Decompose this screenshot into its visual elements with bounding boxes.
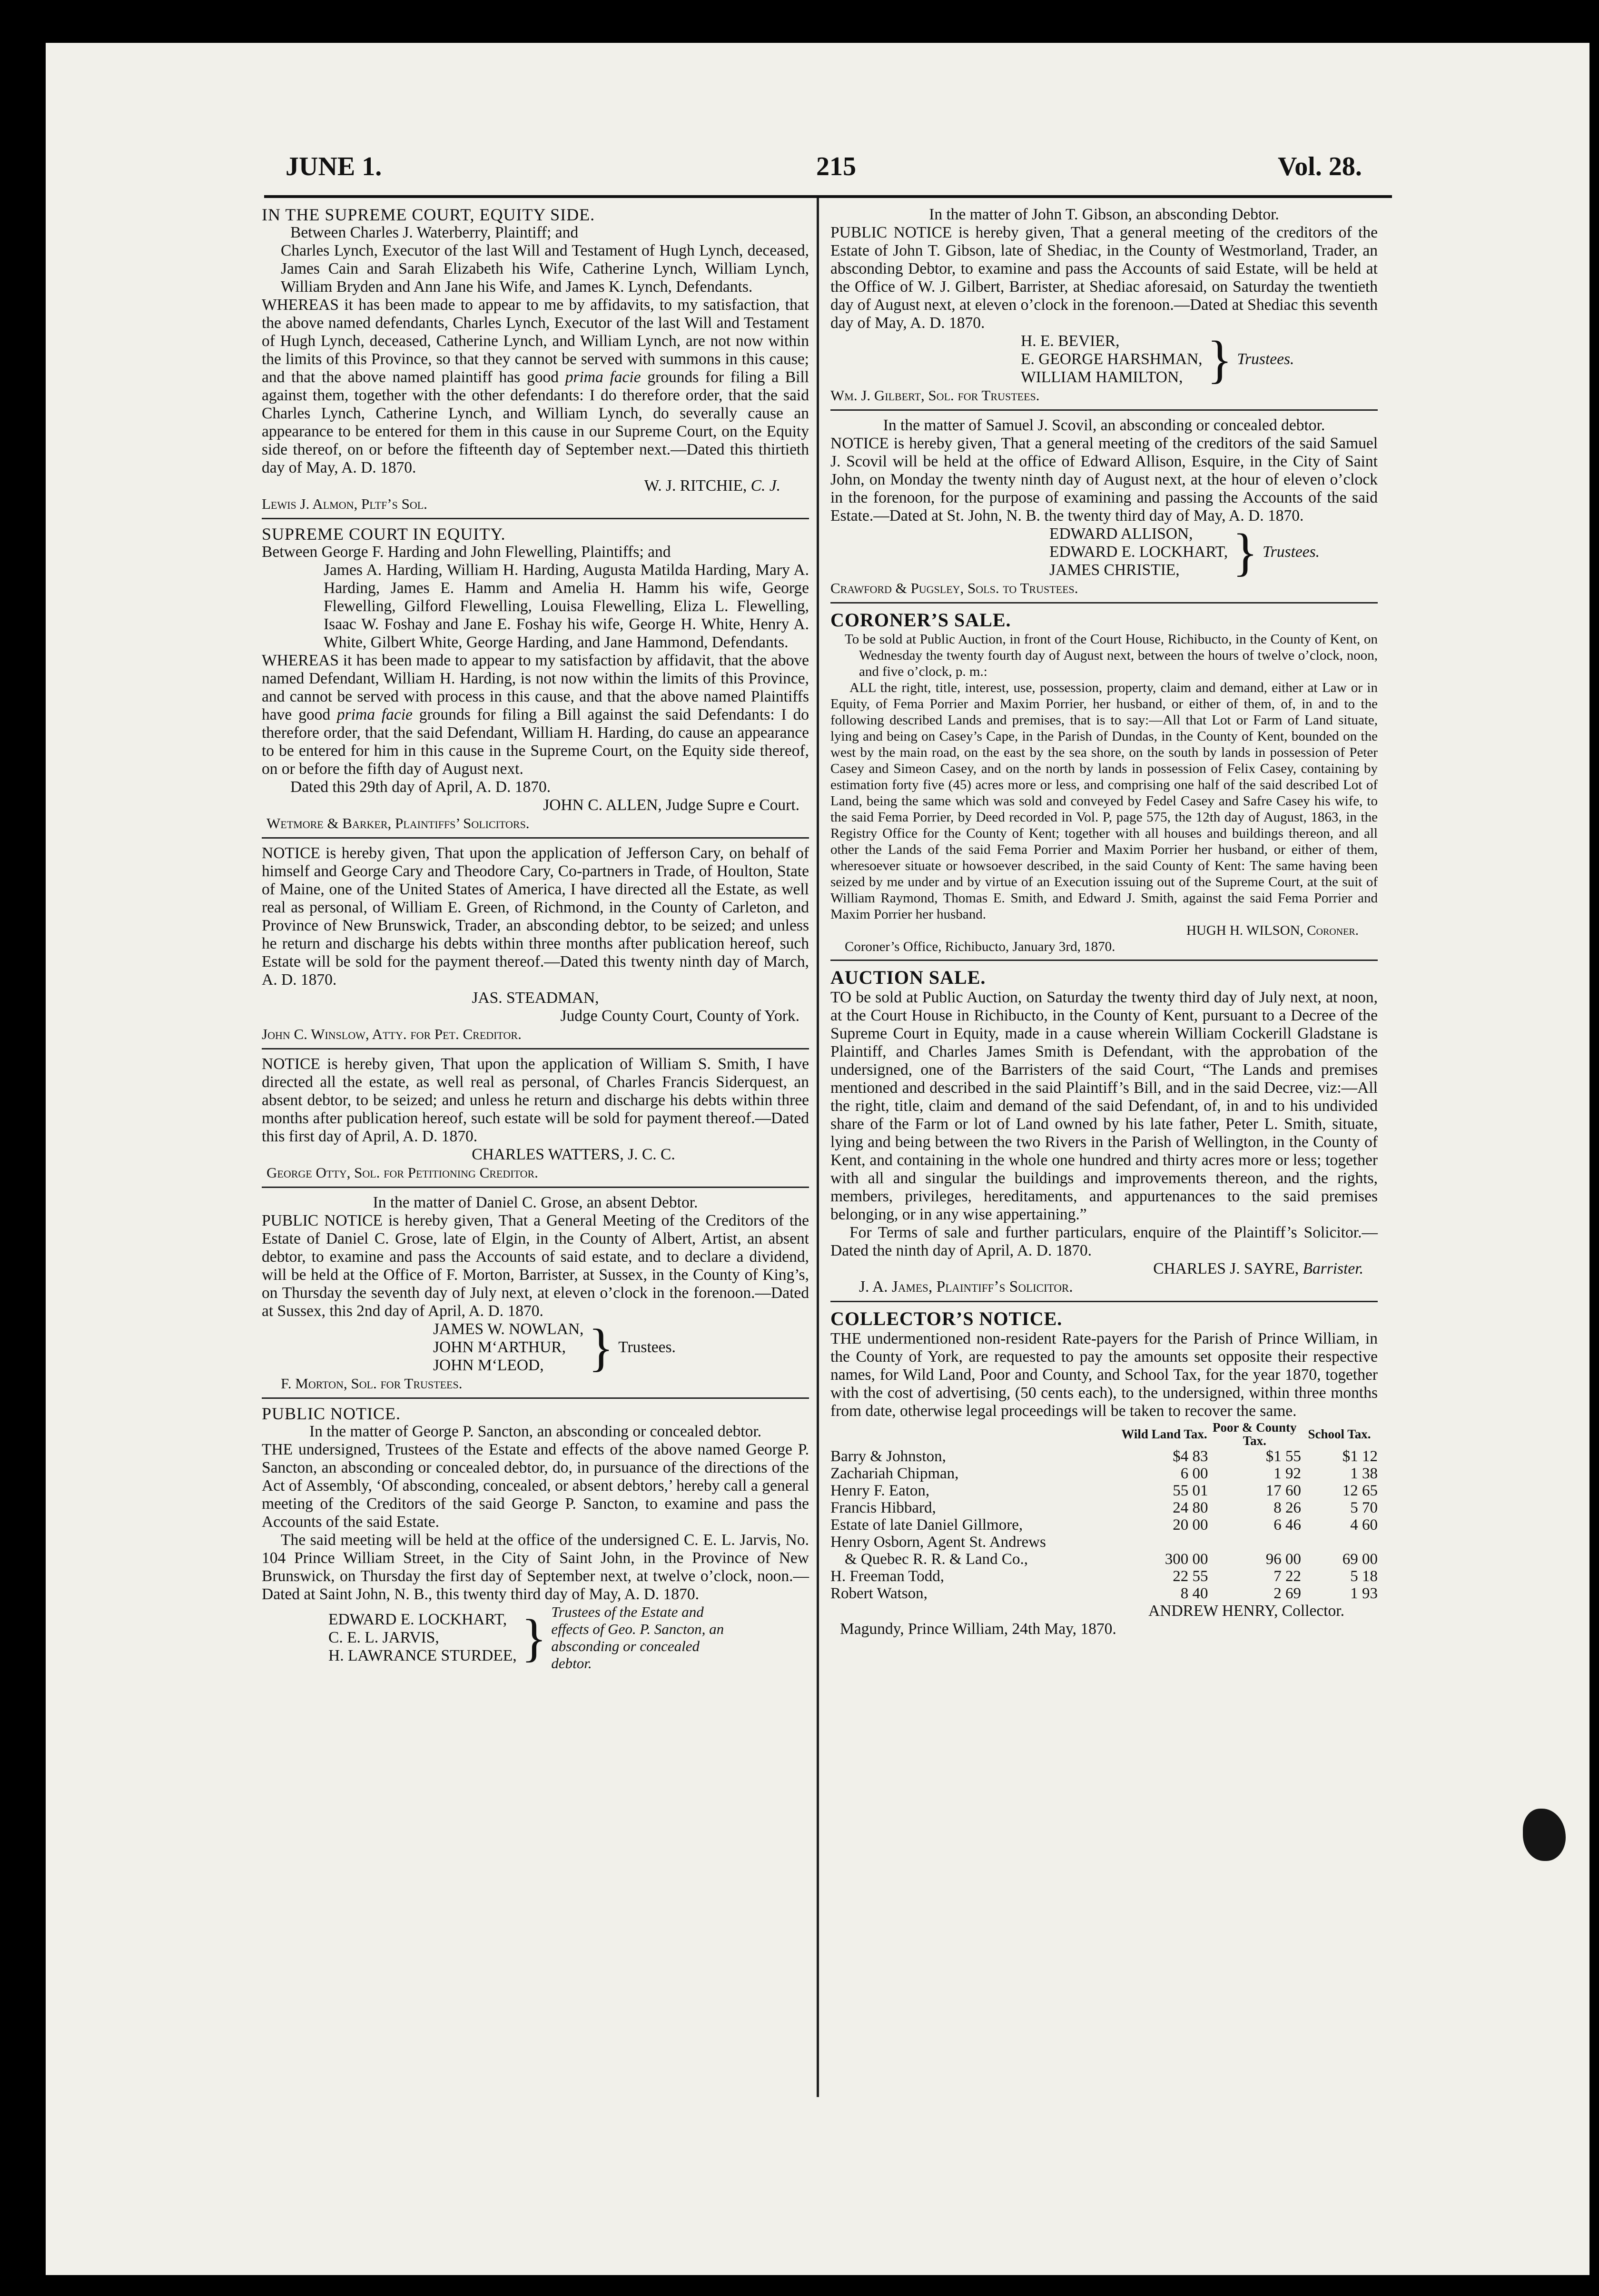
body-text: WHEREAS it has been made to appear to me by affidavits, to my satisfaction, that the above named defendants, Charles Lynch, Executor of the last Will and Testament of Hugh Lynch, deceased, Catherine Lynch, and William Lynch, are not now within the limits of this Province, so that they cannot be served with summons in this cause; and that the above named plaintiff has good: [262, 296, 809, 386]
barrister-signature: [830, 1260, 1378, 1278]
notice-cary: [262, 844, 809, 1043]
notice-body: The said meeting will be held at the office of the undersigned C. E. L. Jarvis, No. 104 Prince William Street, in the City of Saint John, in the Province of New Brunswick, on Thursday the first day of September next, at twelve o’clock, noon.—Dated at Saint John, N. B., this twenty third day of May, A. D. 1870.: [262, 1531, 809, 1603]
section-rule: [262, 1048, 809, 1049]
notice-lynch: [262, 206, 809, 513]
tax-table: [830, 1420, 1378, 1602]
trustees-role: Trustees.: [1237, 350, 1294, 368]
school-tax: 1 38: [1350, 1465, 1378, 1482]
trustee-name: JOHN M‘LEOD,: [433, 1356, 544, 1374]
solicitor-line: Wetmore & Barker, Plaintiffs’ Solicitors.: [266, 815, 530, 831]
wild-land-tax: 8 40: [1180, 1585, 1208, 1602]
notice-title: CORONER’S SALE.: [830, 609, 1011, 631]
notice-gibson: [830, 206, 1378, 405]
ratepayer-name: Henry F. Eaton,: [830, 1482, 930, 1499]
solicitor-line: Lewis J. Almon, Pltf’s Sol.: [262, 495, 427, 512]
notice-body: THE undermentioned non-resident Rate-payers for the Parish of Prince William, in the County of York, are requested to pay the amounts set opposite their respective names, for Wild Land, Poor and County, and School Tax, for the year 1870, together with the cost of advertising, (50 cents each), to the undersigned, within three months from date, otherwise legal proceedings will be taken to recover the same.: [830, 1330, 1378, 1420]
body-emphasis: prima facie: [565, 368, 641, 386]
judge-name: JAS. STEADMAN,: [472, 989, 599, 1007]
brace-glyph: }: [1207, 330, 1233, 388]
school-tax: 5 70: [1350, 1499, 1378, 1516]
trustee-names: [1021, 332, 1203, 386]
notice-title: IN THE SUPREME COURT, EQUITY SIDE.: [262, 205, 595, 224]
notice-body: PUBLIC NOTICE is hereby given, That a General Meeting of the Creditors of the Estate of Daniel C. Grose, late of Elgin, in the County of Albert, Artist, an absent debtor, to examine and pass the Accounts of said estate, and to declare a dividend, will be held at the Office of F. Morton, Barrister, at Sussex, in the County of King’s, on Thursday the seventh day of July next, at eleven o’clock in the forenoon.—Dated at Sussex, this 2nd day of April, A. D. 1870.: [262, 1212, 809, 1320]
notice-body: NOTICE is hereby given, That a general meeting of the creditors of the said Samuel J. Scovil will be held at the office of Edward Allison, Esquire, in the City of Saint John, on Monday the twenty ninth day of August next, at the hour of eleven o’clock in the forenoon, for the purpose of examining and passing the Accounts of the said Estate.—Dated at St. John, N. B. the twenty third day of May, A. D. 1870.: [830, 435, 1378, 525]
notice-parties-list: James A. Harding, William H. Harding, Augusta Matilda Harding, Mary A. Harding, James E. Hamm and Amelia H. Hamm his wife, George Flewelling, Gilford Flewelling, Louisa Flewelling, Eliza L. Flewelling, Isaac W. Foshay and Jane E. Foshay his wife, George H. White, Henry A. White, Gilbert White, George Harding, and Jane Hammond, Defendants.: [324, 561, 809, 651]
body-text: grounds for filing a Bill against them, together with the other defendants: I do therefore order, that the said Charles Lynch, Catherine Lynch, and William Lynch, do severally cause an appearance to be entered for them in this cause in our Supreme Court, on the Equity side thereof, on or before the fifteenth day of September next.—Dated this thirtieth day of May, A. D. 1870.: [262, 368, 809, 476]
brace-glyph: }: [521, 1609, 547, 1667]
poor-county-tax: 17 60: [1265, 1482, 1301, 1499]
notice-sancton: [262, 1405, 809, 1672]
table-row: [830, 1568, 1378, 1585]
column-header: School Tax.: [1308, 1427, 1371, 1441]
notice-title: PUBLIC NOTICE.: [262, 1404, 401, 1423]
trustee-name: H. E. BEVIER,: [1021, 332, 1120, 350]
notice-body: NOTICE is hereby given, That upon the application of Jefferson Cary, on behalf of himself and George Cary and Theodore Cary, Co-partners in Trade, of Houlton, State of Maine, one of the United States of America, I have directed all the Estate, as well real as personal, of William E. Green, of Richmond, in the County of Carleton, and Province of New Brunswick, Trader, an absconding debtor, to be seized; and unless he return and discharge his debts within three months after publication hereof, such Estate will be sold for the payment thereof.—Dated this twenty ninth day of March, A. D. 1870.: [262, 844, 809, 989]
wild-land-tax: 20 00: [1173, 1516, 1208, 1534]
trustees-block: [262, 1603, 809, 1672]
notice-parties-list: Charles Lynch, Executor of the last Will and Testament of Hugh Lynch, deceased, James Cain and Sarah Elizabeth his Wife, Catherine Lynch, William Lynch, William Bryden and Ann Jane his Wife, and James K. Lynch, Defendants.: [281, 242, 809, 296]
notice-body: NOTICE is hereby given, That upon the application of William S. Smith, I have directed all the estate, as well real as personal, of Charles Francis Siderquest, an absent debtor, to be seized; and unless he return and discharge his debts within three months after publication hereof, such estate will be sold for payment thereof.—Dated this first day of April, A. D. 1870.: [262, 1055, 809, 1145]
trustee-name: C. E. L. JARVIS,: [328, 1629, 439, 1646]
notice-title: SUPREME COURT IN EQUITY.: [262, 525, 506, 544]
school-tax: 12 65: [1342, 1482, 1378, 1499]
volume-number: Vol. 28.: [1278, 152, 1362, 181]
notice-collector: [830, 1308, 1378, 1638]
solicitor-line: George Otty, Sol. for Petitioning Creditor.: [266, 1164, 538, 1181]
solicitor-line: F. Morton, Sol. for Trustees.: [281, 1375, 463, 1392]
poor-county-tax: 2 69: [1273, 1585, 1301, 1602]
trustee-names: [433, 1320, 583, 1375]
judge-title: C. J.: [750, 477, 780, 495]
trustees-block: [830, 332, 1378, 386]
section-rule: [262, 837, 809, 839]
section-rule: [262, 1397, 809, 1399]
table-row: [830, 1465, 1378, 1482]
ratepayer-name: Robert Watson,: [830, 1585, 928, 1602]
notice-title: In the matter of Samuel J. Scovil, an absconding or concealed debtor.: [883, 416, 1325, 434]
sale-intro: To be sold at Public Auction, in front of the Court House, Richibucto, in the County of Kent, on Wednesday the twenty fourth day of August next, between the hours of twelve o’clock, noon, and five o’clock, p. m.:: [845, 632, 1378, 679]
poor-county-tax: 8 26: [1273, 1499, 1301, 1516]
table-row: [830, 1516, 1378, 1534]
notice-body: [262, 652, 809, 778]
school-tax: 1 93: [1350, 1585, 1378, 1602]
body-text: grounds for filing a Bill against the said Defendants: I do therefore order, that the said Defendant, William H. Harding, do cause an appearance to be entered for him in this cause in the Supreme Court, on the Equity side thereof, on or before the fifth day of August next.: [262, 706, 809, 778]
school-tax: $1 12: [1342, 1448, 1378, 1465]
notice-body: THE undersigned, Trustees of the Estate and effects of the above named George P. Sancton, an absconding or concealed debtor, do, in pursuance of the directions of the Act of Assembly, ‘Of absconding, concealed, or absent debtors,’ hereby call a general meeting of the Creditors of the said George P. Sancton, to examine and pass the Accounts of the said Estate.: [262, 1441, 809, 1531]
ratepayer-name: Francis Hibbard,: [830, 1499, 936, 1516]
notice-subtitle: In the matter of George P. Sancton, an absconding or concealed debtor.: [309, 1423, 762, 1440]
body-text: WHEREAS it has been made to appear to my satisfaction by affidavit, that the above named Defendant, William H. Harding, is not now within the limits of this Province, and cannot be served with process in this cause, and that the above named Plaintiffs have good: [262, 652, 809, 723]
notice-coroner-sale: [830, 609, 1378, 955]
trustee-names: [1049, 525, 1228, 579]
trustee-name: JAMES W. NOWLAN,: [433, 1320, 584, 1338]
ratepayer-name: H. Freeman Todd,: [830, 1568, 945, 1585]
wild-land-tax: 22 55: [1173, 1568, 1208, 1585]
section-rule: [262, 1187, 809, 1188]
solicitor-line: J. A. James, Plaintiff’s Solicitor.: [859, 1278, 1073, 1296]
solicitor-line: Crawford & Pugsley, Sols. to Trustees.: [830, 580, 1078, 596]
notice-title: AUCTION SALE.: [830, 967, 986, 988]
notice-dated: Dated this 29th day of April, A. D. 1870.: [290, 778, 551, 796]
brace-glyph: }: [588, 1318, 614, 1376]
issue-date: JUNE 1.: [286, 152, 382, 181]
trustee-name: JOHN M‘ARTHUR,: [433, 1338, 566, 1356]
wild-land-tax: 55 01: [1173, 1482, 1208, 1499]
header-rule: [264, 195, 1392, 198]
school-tax: 4 60: [1350, 1516, 1378, 1534]
column-header: Poor & County Tax.: [1212, 1420, 1297, 1448]
trustee-names: [328, 1611, 517, 1665]
coroner-signature: HUGH H. WILSON, Coroner.: [1186, 923, 1359, 938]
table-row: [830, 1482, 1378, 1499]
judge-signature: [262, 477, 809, 495]
trustee-name: WILLIAM HAMILTON,: [1021, 368, 1183, 386]
trustees-block: [262, 1320, 809, 1375]
notice-parties: Between Charles J. Waterberry, Plaintiff; and: [290, 224, 579, 241]
ratepayer-name: Estate of late Daniel Gillmore,: [830, 1516, 1023, 1534]
notice-auction-sale: [830, 967, 1378, 1296]
trustee-name: E. GEORGE HARSHMAN,: [1021, 350, 1203, 368]
table-row: [830, 1585, 1378, 1602]
notice-grose: [262, 1194, 809, 1393]
coroner-office-line: Coroner’s Office, Richibucto, January 3rd, 1870.: [845, 939, 1115, 954]
wild-land-tax: 300 00: [1165, 1551, 1208, 1568]
judge-title: Judge County Court, County of York.: [560, 1007, 800, 1025]
judge-name: W. J. RITCHIE,: [644, 477, 747, 495]
judge-signature: JOHN C. ALLEN, Judge Supre e Court.: [543, 796, 800, 814]
section-rule: [830, 1301, 1378, 1302]
solicitor-line: Wm. J. Gilbert, Sol. for Trustees.: [830, 387, 1040, 404]
section-rule: [830, 602, 1378, 604]
notice-title: In the matter of Daniel C. Grose, an absent Debtor.: [373, 1194, 698, 1211]
page-number: 215: [816, 152, 856, 181]
left-column: [262, 206, 809, 1677]
column-divider: [817, 198, 819, 2097]
trustees-block: [830, 525, 1378, 579]
ratepayer-name: Zachariah Chipman,: [830, 1465, 959, 1482]
ratepayer-name: Henry Osborn, Agent St. Andrews: [830, 1534, 1046, 1551]
tax-table-header: [830, 1420, 1378, 1448]
section-rule: [830, 409, 1378, 411]
poor-county-tax: [1208, 1534, 1302, 1551]
solicitor-line: John C. Winslow, Atty. for Pet. Creditor.: [262, 1026, 522, 1042]
trustee-name: JAMES CHRISTIE,: [1049, 561, 1180, 579]
ratepayer-name: & Quebec R. R. & Land Co.,: [845, 1551, 1028, 1568]
school-tax: [1301, 1534, 1378, 1551]
ratepayer-name: Barry & Johnston,: [830, 1448, 946, 1465]
body-emphasis: prima facie: [336, 706, 413, 723]
notice-body: TO be sold at Public Auction, on Saturday the twenty third day of July next, at noon, at the Court House in Richibucto, in the County of Kent, pursuant to a Decree of the Supreme Court in Equity, made in a cause wherein William Cockerill Gladstane is Plaintiff, and Charles James Smith is Defendant, with the approbation of the undersigned, one of the Barristers of the said Court, “The Lands and premises mentioned and described in the said Plaintiff’s Bill, and in the said Decree, viz:—All the right, title, claim and demand of the said Defendant, of, in and to his undivided share of the Farm or lot of Land owned by his late father, Peter L. Smith, situate, lying and being between the two Rivers in the Parish of Wellington, in the County of Kent, and containing in the whole one hundred and thirty acres more or less; together with all and singular the buildings and improvements thereon, and the rights, members, privileges, hereditaments, and appurtenances to the said premises belonging, or in any wise appertaining.”: [830, 989, 1378, 1223]
right-column: [830, 206, 1378, 1643]
notice-harding: [262, 525, 809, 832]
trustees-role: Trustees.: [618, 1338, 676, 1356]
poor-county-tax: 96 00: [1265, 1551, 1301, 1568]
wild-land-tax: 24 80: [1173, 1499, 1208, 1516]
judge-signature: CHARLES WATTERS, J. C. C.: [472, 1146, 675, 1163]
table-row: [830, 1448, 1378, 1465]
collector-place-date: Magundy, Prince William, 24th May, 1870.: [840, 1620, 1116, 1638]
table-row: [830, 1499, 1378, 1516]
trustees-role: Trustees.: [1262, 543, 1320, 561]
notice-title: COLLECTOR’S NOTICE.: [830, 1308, 1063, 1329]
wild-land-tax: 6 00: [1180, 1465, 1208, 1482]
trustee-name: EDWARD ALLISON,: [1049, 525, 1193, 543]
barrister-name: CHARLES J. SAYRE,: [1153, 1260, 1299, 1277]
column-header: Wild Land Tax.: [1121, 1427, 1207, 1441]
barrister-title: Barrister.: [1303, 1260, 1363, 1277]
sale-terms: For Terms of sale and further particulars, enquire of the Plaintiff’s Solicitor.—Dated the ninth day of April, A. D. 1870.: [830, 1224, 1378, 1259]
notice-body: ALL the right, title, interest, use, possession, property, claim and demand, either at Law or in Equity, of Fema Porrier and Maxim Porrier, her husband, or either of them, of, in and to the following described Lands and premises, that is to say:—All that Lot or Farm of Land situate, lying and being on Casey’s Cape, in the Parish of Dundas, in the County of Kent, bounded on the west by the main road, on the east by the sea shore, on the south by lands in possession of Peter Casey and Simeon Casey, and on the north by lands in possession of Felix Casey, containing by estimation forty five (45) acres more or less, and comprising one half of the said described Lot of Land, being the same which was sold and conveyed by Fedel Casey and Safre Casey his wife, to the said Fema Porrier, by Deed recorded in Vol. P, page 575, the 12th day of August, 1863, in the Registry Office for the County of Kent; together with all houses and buildings thereon, and all other the Lands of the said Fema Porrier and Maxim Porrier her husband, or either of them, wheresoever situate or howsoever described, in the said County of Kent: The same having been seized by me under and by virtue of an Execution issuing out of the Supreme Court, at the suit of William Raymond, Thomas E. Smith, and Edward J. Smith, against the said Fema Porrier and Maxim Porrier her husband.: [830, 680, 1378, 922]
school-tax: 5 18: [1350, 1568, 1378, 1585]
trustee-name: H. LAWRANCE STURDEE,: [328, 1647, 517, 1664]
trustee-name: EDWARD E. LOCKHART,: [328, 1611, 507, 1628]
notice-title: In the matter of John T. Gibson, an absconding Debtor.: [929, 206, 1279, 223]
collector-signature: ANDREW HENRY, Collector.: [1148, 1602, 1344, 1620]
trustees-role: Trustees of the Estate and effects of Geo. P. Sancton, an absconding or concealed debtor.: [551, 1603, 724, 1672]
notice-scovil: [830, 416, 1378, 597]
poor-county-tax: $1 55: [1265, 1448, 1301, 1465]
section-rule: [830, 960, 1378, 961]
notice-parties: Between George F. Harding and John Flewelling, Plaintiffs; and: [262, 543, 671, 561]
poor-county-tax: 1 92: [1273, 1465, 1301, 1482]
brace-glyph: }: [1233, 523, 1258, 581]
trustee-name: EDWARD E. LOCKHART,: [1049, 543, 1228, 561]
notice-body: [262, 296, 809, 477]
notice-body: PUBLIC NOTICE is hereby given, That a general meeting of the creditors of the Estate of John T. Gibson, late of Shediac, in the County of Westmorland, Trader, an absconding Debtor, to examine and pass the Accounts of said Estate, will be held at the Office of W. J. Gilbert, Barrister, at Shediac aforesaid, on Saturday the twentieth day of August next, at eleven o’clock in the forenoon.—Dated at Shediac this seventh day of May, A. D. 1870.: [830, 224, 1378, 332]
poor-county-tax: 6 46: [1273, 1516, 1301, 1534]
table-row: [830, 1534, 1378, 1551]
school-tax: 69 00: [1342, 1551, 1378, 1568]
notice-smith: [262, 1055, 809, 1182]
table-row: [830, 1551, 1378, 1568]
section-rule: [262, 518, 809, 519]
poor-county-tax: 7 22: [1273, 1568, 1301, 1585]
wild-land-tax: $4 83: [1173, 1448, 1208, 1465]
wild-land-tax: [1121, 1534, 1208, 1551]
